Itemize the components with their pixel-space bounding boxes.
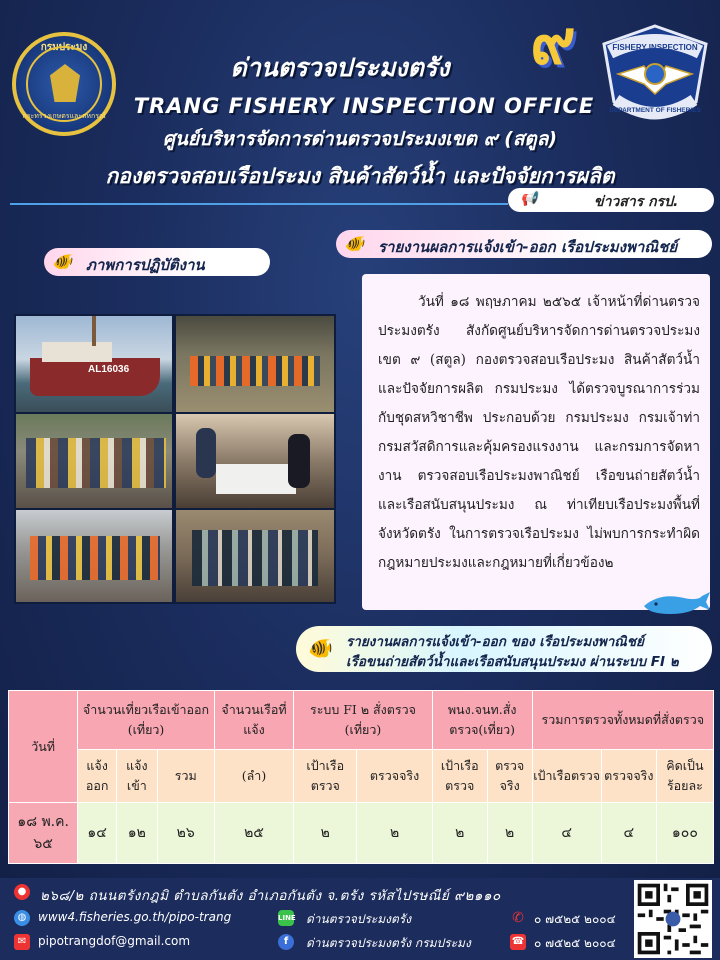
subheader-cell: เป้าเรือตรวจ xyxy=(532,750,601,803)
photo-fishing-boat xyxy=(16,316,172,412)
qr-code[interactable] xyxy=(634,880,712,958)
table-cell: ๔ xyxy=(601,803,656,864)
divider xyxy=(10,203,508,205)
footer-email-link[interactable]: pipotrangdof@gmail.com xyxy=(38,934,191,948)
news-tab-label: ข่าวสาร กรป. xyxy=(594,194,679,210)
photo-officers-meeting xyxy=(176,510,334,602)
email-icon: ✉ xyxy=(14,934,30,950)
footer-facebook-link[interactable]: ด่านตรวจประมงตรัง กรมประมง xyxy=(306,936,471,950)
table-row xyxy=(9,803,714,864)
line-app-icon: LINE xyxy=(278,910,294,926)
table-cell: ๒ xyxy=(294,803,357,864)
footer-phone: ๐ ๗๕๒๕ ๒๐๐๔ xyxy=(534,912,616,926)
subheader-cell: ตรวจจริง xyxy=(487,750,532,803)
footer-address: ๒๖๘/๒ ถนนตรังกฎมิ ตำบลกันตัง อำเภอกันตัง จ.ตรัง รหัสไปรษณีย์ ๙๒๑๑๐ xyxy=(40,888,501,904)
photo-collage xyxy=(14,314,336,604)
report-body-text: วันที่ ๑๘ พฤษภาคม ๒๕๖๕ เจ้าหน้าที่ด่านตรวจประมงตรัง สังกัดศูนย์บริหารจัดการด่านตรวจประมง เขต ๙ (สตูล) กองตรวจสอบเรือประมง สินค้าสัตว์น้ำ และปัจจัยการผลิต กรมประมง ได้ตรวจบูรณาการร่วมกับชุดสหวิชาชีพ ประกอบด้วย กรมประมง กรมเจ้าท่า กรมสวัสดิการและคุ้มครองแรงงาน และกรมการจัดหางาน ตรวจสอบเรือประมงพาณิชย์ เรือขนถ่ายสัตว์น้ำและเรือสนับสนุนประมง ณ ท่าเทียบเรือประมงพื้นที่จังหวัดตรัง ในการตรวจเรือประมง ไม่พบการกระทำผิดกฎหมายประมงและกฎหมายที่เกี่ยวข้อง๒ xyxy=(362,274,710,610)
footer-fax: ๐ ๗๕๒๕ ๒๐๐๔ xyxy=(534,936,616,950)
megaphone-icon: 📢 xyxy=(520,191,538,207)
report-section-label: 🐠 รายงานผลการแจ้งเข้า-ออก เรือประมงพาณิชย์ xyxy=(336,230,712,258)
phone-icon: ✆ xyxy=(512,910,524,926)
zone-number: ๙ xyxy=(530,5,576,78)
fishery-inspection-logo xyxy=(598,22,712,138)
boat-registration: AL16036 xyxy=(88,364,130,375)
table-cell: ๑๒ xyxy=(116,803,157,864)
table-cell: ๑๐๐ xyxy=(656,803,713,864)
globe-icon: ◍ xyxy=(14,910,30,926)
photo-inspection-pier xyxy=(16,414,172,508)
page-title-thai: ด่านตรวจประมงตรัง xyxy=(230,53,450,82)
row-date: ๑๘ พ.ค. ๖๕ xyxy=(9,803,78,864)
table-cell: ๔ xyxy=(532,803,601,864)
fish-icon: 🐠 xyxy=(308,636,333,660)
page-title-english: TRANG FISHERY INSPECTION OFFICE xyxy=(133,94,595,118)
operations-section-label: 🐠 ภาพการปฏิบัติงาน xyxy=(44,248,270,276)
news-tab[interactable] xyxy=(508,188,714,212)
table-cell: ๒๖ xyxy=(157,803,214,864)
location-pin-icon: ● xyxy=(14,884,30,900)
subheader-cell: ตรวจจริง xyxy=(357,750,432,803)
photo-group-on-deck xyxy=(16,510,172,602)
header-boats: จำนวนเรือที่แจ้ง xyxy=(214,691,293,750)
department-of-fisheries-logo xyxy=(12,32,116,136)
fish-icon: 🐠 xyxy=(52,252,72,271)
page-subtitle: ศูนย์บริหารจัดการด่านตรวจประมงเขต ๙ (สตูล) xyxy=(162,128,558,150)
report-banner xyxy=(296,626,712,672)
photo-document-check xyxy=(176,414,334,508)
subheader-cell: (ลำ) xyxy=(214,750,293,803)
report-banner-line2: เรือขนถ่ายสัตว์น้ำและเรือสนับสนุนประมง ผ่านระบบ FI ๒ xyxy=(346,654,679,670)
photo-team-briefing xyxy=(176,316,334,412)
logo-right-top-text: FISHERY INSPECTION xyxy=(612,43,698,52)
facebook-icon: f xyxy=(278,934,294,950)
table-cell: ๒๕ xyxy=(214,803,293,864)
department-title: กองตรวจสอบเรือประมง สินค้าสัตว์น้ำ และปัจจัยการผลิต xyxy=(105,164,615,188)
vessel-report-table xyxy=(8,690,714,864)
table-cell: ๑๔ xyxy=(78,803,117,864)
table-cell: ๒ xyxy=(357,803,432,864)
table-cell: ๒ xyxy=(487,803,532,864)
table-cell: ๒ xyxy=(432,803,487,864)
subheader-cell: แจ้งออก xyxy=(78,750,117,803)
fax-icon: ☎ xyxy=(510,934,526,950)
header-officer: พนง.จนท.สั่งตรวจ(เที่ยว) xyxy=(432,691,532,750)
logo-left-top-text: กรมประมง xyxy=(40,42,88,53)
header-date: วันที่ xyxy=(9,691,78,803)
logo-left-bottom-text: กระทรวงเกษตรและสหกรณ์ xyxy=(22,112,106,120)
footer-line-id[interactable]: ด่านตรวจประมงตรัง xyxy=(306,912,412,926)
fish-icon: 🐠 xyxy=(344,234,364,253)
header-total: รวมการตรวจทั้งหมดที่สั่งตรวจ xyxy=(532,691,713,750)
footer-website-link[interactable]: www4.fisheries.go.th/pipo-trang xyxy=(38,910,232,924)
whale-icon xyxy=(640,588,712,618)
logo-right-bottom-text: DEPARTMENT OF FISHERIES xyxy=(609,107,701,114)
subheader-cell: เป้าเรือตรวจ xyxy=(294,750,357,803)
report-banner-line1: รายงานผลการแจ้งเข้า-ออก ของ เรือประมงพาณิชย์ xyxy=(346,634,644,650)
subheader-cell: แจ้งเข้า xyxy=(116,750,157,803)
header-trips: จำนวนเที่ยวเรือเข้าออก (เที่ยว) xyxy=(78,691,215,750)
subheader-cell: ตรวจจริง xyxy=(601,750,656,803)
subheader-cell: รวม xyxy=(157,750,214,803)
header-fi2: ระบบ FI ๒ สั่งตรวจ (เที่ยว) xyxy=(294,691,433,750)
subheader-cell: เป้าเรือตรวจ xyxy=(432,750,487,803)
subheader-cell: คิดเป็นร้อยละ xyxy=(656,750,713,803)
